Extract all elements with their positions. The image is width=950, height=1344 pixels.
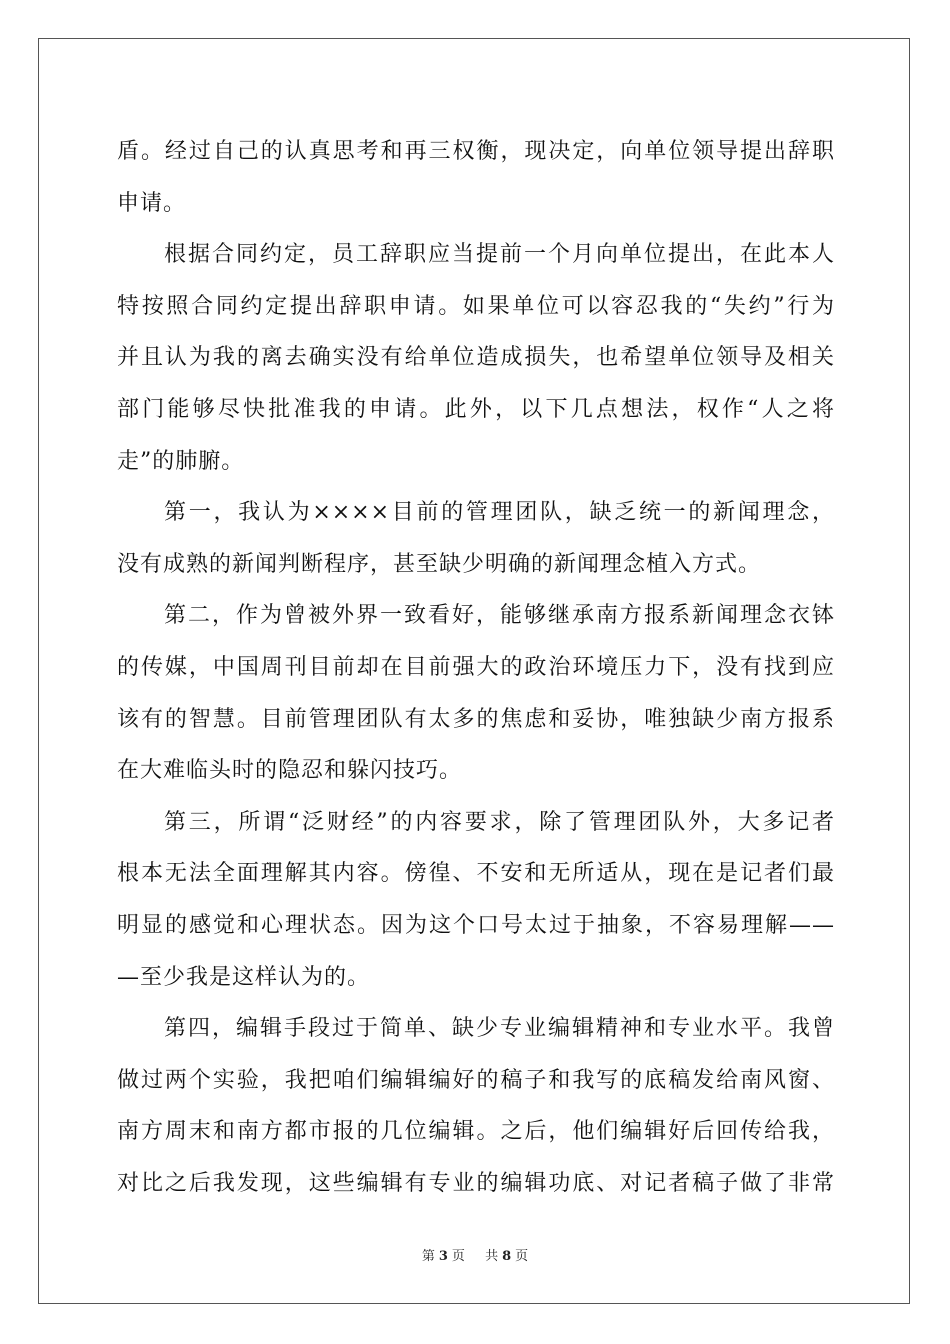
page-suffix: 页: [451, 1249, 465, 1264]
text-line: 南方周末和南方都市报的几位编辑。之后，他们编辑好后回传给我，: [117, 1119, 835, 1145]
text-line: 第三，所谓“泛财经”的内容要求，除了管理团队外，大多记者: [164, 809, 835, 835]
text-line: 申请。: [117, 190, 187, 216]
text-line: 第四，编辑手段过于简单、缺少专业编辑精神和专业水平。我曾: [164, 1016, 835, 1042]
text-line: 该有的智慧。目前管理团队有太多的焦虑和妥协，唯独缺少南方报系: [117, 706, 835, 732]
text-line: 没有成熟的新闻判断程序，甚至缺少明确的新闻理念植入方式。: [117, 551, 762, 577]
text-line: 在大难临头时的隐忍和躲闪技巧。: [117, 758, 463, 784]
total-number: 8: [502, 1249, 512, 1264]
total-indicator: [481, 1249, 532, 1264]
text-line: 根据合同约定，员工辞职应当提前一个月向单位提出，在此本人: [164, 242, 835, 268]
text-line: 走”的肺腑。: [117, 448, 245, 474]
text-line: 根本无法全面理解其内容。傍徨、不安和无所适从，现在是记者们最: [117, 861, 835, 887]
text-line: 部门能够尽快批准我的申请。此外，以下几点想法，权作“人之将: [117, 396, 835, 422]
text-line: 明显的感觉和心理状态。因为这个口号太过于抽象，不容易理解——: [117, 912, 835, 938]
page-indicator: [418, 1249, 469, 1264]
page-prefix: 第: [421, 1249, 435, 1264]
text-line: 的传媒，中国周刊目前却在目前强大的政治环境压力下，没有找到应: [117, 654, 835, 680]
total-prefix: 共: [485, 1249, 499, 1264]
text-line: 盾。经过自己的认真思考和再三权衡，现决定，向单位领导提出辞职: [117, 139, 835, 164]
text-line: 特按照合同约定提出辞职申请。如果单位可以容忍我的“失约”行为: [117, 293, 835, 319]
text-line: 第一，我认为××××目前的管理团队，缺乏统一的新闻理念，: [164, 500, 835, 526]
text-line: —至少我是这样认为的。: [117, 964, 371, 990]
total-suffix: 页: [515, 1249, 529, 1264]
page-footer: [0, 1245, 950, 1264]
text-line: 第二，作为曾被外界一致看好，能够继承南方报系新闻理念衣钵: [164, 603, 835, 629]
text-line: 对比之后我发现，这些编辑有专业的编辑功底、对记者稿子做了非常: [117, 1170, 835, 1196]
text-line: 做过两个实验，我把咱们编辑编好的稿子和我写的底稿发给南风窗、: [117, 1067, 835, 1093]
document-body: [117, 126, 835, 1209]
text-line: 并且认为我的离去确实没有给单位造成损失，也希望单位领导及相关: [117, 345, 835, 371]
page-number: 3: [438, 1249, 448, 1264]
